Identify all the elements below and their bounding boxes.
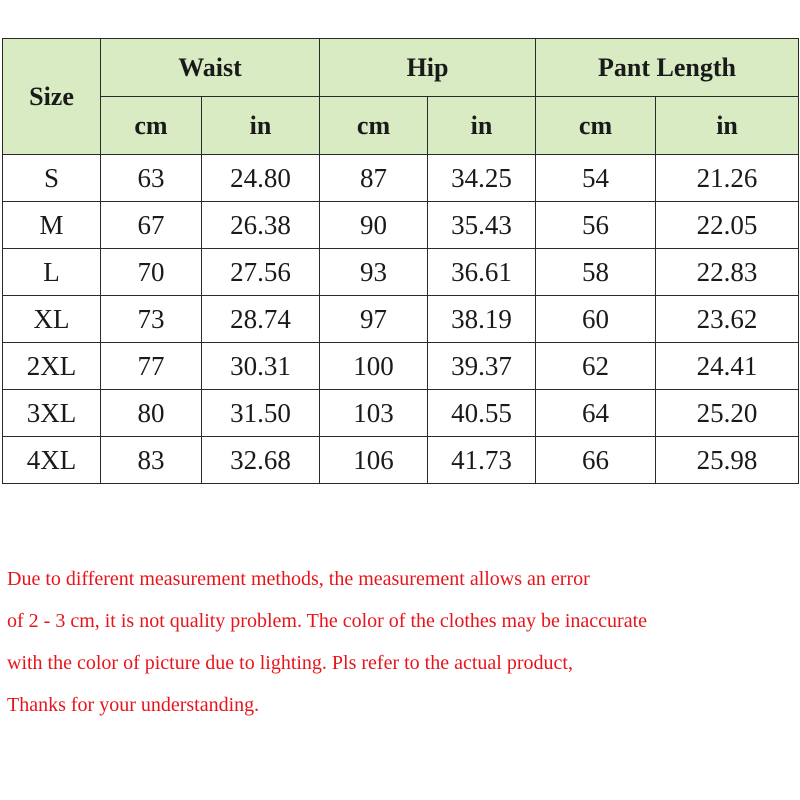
table-cell: 34.25: [428, 155, 536, 202]
table-cell: 23.62: [656, 296, 799, 343]
table-cell: 103: [320, 390, 428, 437]
table-cell: 67: [101, 202, 202, 249]
note-line: with the color of picture due to lighting. Pls refer to the actual product,: [7, 652, 573, 674]
size-cell: L: [3, 249, 101, 296]
size-cell: XL: [3, 296, 101, 343]
size-cell: S: [3, 155, 101, 202]
table-cell: 60: [536, 296, 656, 343]
table-cell: 41.73: [428, 437, 536, 484]
table-row: [3, 437, 799, 484]
table-cell: 106: [320, 437, 428, 484]
table-cell: 27.56: [202, 249, 320, 296]
table-cell: 90: [320, 202, 428, 249]
size-cell: M: [3, 202, 101, 249]
table-cell: 32.68: [202, 437, 320, 484]
size-cell: 4XL: [3, 437, 101, 484]
waist-header: Waist: [101, 39, 320, 97]
table-cell: 40.55: [428, 390, 536, 437]
table-cell: 83: [101, 437, 202, 484]
size-rows: [3, 155, 799, 484]
table-cell: 25.98: [656, 437, 799, 484]
table-row: [3, 296, 799, 343]
unit-header: in: [656, 97, 799, 155]
table-cell: 28.74: [202, 296, 320, 343]
table-row: [3, 202, 799, 249]
note-line: of 2 - 3 cm, it is not quality problem. The color of the clothes may be inaccurate: [7, 610, 647, 632]
table-cell: 38.19: [428, 296, 536, 343]
table-cell: 66: [536, 437, 656, 484]
size-cell: 2XL: [3, 343, 101, 390]
unit-header: cm: [101, 97, 202, 155]
table-cell: 73: [101, 296, 202, 343]
size-chart-table: [2, 38, 799, 484]
header-row-groups: [3, 39, 799, 97]
note-line: Due to different measurement methods, the measurement allows an error: [7, 568, 590, 590]
table-cell: 80: [101, 390, 202, 437]
table-cell: 58: [536, 249, 656, 296]
table-cell: 63: [101, 155, 202, 202]
table-row: [3, 390, 799, 437]
table-cell: 56: [536, 202, 656, 249]
hip-header: Hip: [320, 39, 536, 97]
table-cell: 70: [101, 249, 202, 296]
table-cell: 24.41: [656, 343, 799, 390]
table-cell: 87: [320, 155, 428, 202]
table-cell: 39.37: [428, 343, 536, 390]
table-cell: 77: [101, 343, 202, 390]
measurement-note: [7, 562, 797, 730]
note-line: Thanks for your understanding.: [7, 694, 260, 716]
table-cell: 25.20: [656, 390, 799, 437]
unit-header: cm: [536, 97, 656, 155]
table-cell: 24.80: [202, 155, 320, 202]
header-row-units: [3, 97, 799, 155]
table-row: [3, 155, 799, 202]
table-cell: 64: [536, 390, 656, 437]
unit-header: cm: [320, 97, 428, 155]
table-cell: 22.83: [656, 249, 799, 296]
unit-header: in: [428, 97, 536, 155]
table-row: [3, 249, 799, 296]
table-cell: 35.43: [428, 202, 536, 249]
unit-header: in: [202, 97, 320, 155]
table-cell: 62: [536, 343, 656, 390]
table-cell: 26.38: [202, 202, 320, 249]
table-cell: 93: [320, 249, 428, 296]
table-cell: 100: [320, 343, 428, 390]
table-cell: 54: [536, 155, 656, 202]
table-cell: 97: [320, 296, 428, 343]
table-cell: 31.50: [202, 390, 320, 437]
size-cell: 3XL: [3, 390, 101, 437]
table-cell: 22.05: [656, 202, 799, 249]
pant-length-header: Pant Length: [536, 39, 799, 97]
table-cell: 30.31: [202, 343, 320, 390]
size-column-header: Size: [3, 39, 101, 155]
table-cell: 21.26: [656, 155, 799, 202]
table-cell: 36.61: [428, 249, 536, 296]
table-row: [3, 343, 799, 390]
